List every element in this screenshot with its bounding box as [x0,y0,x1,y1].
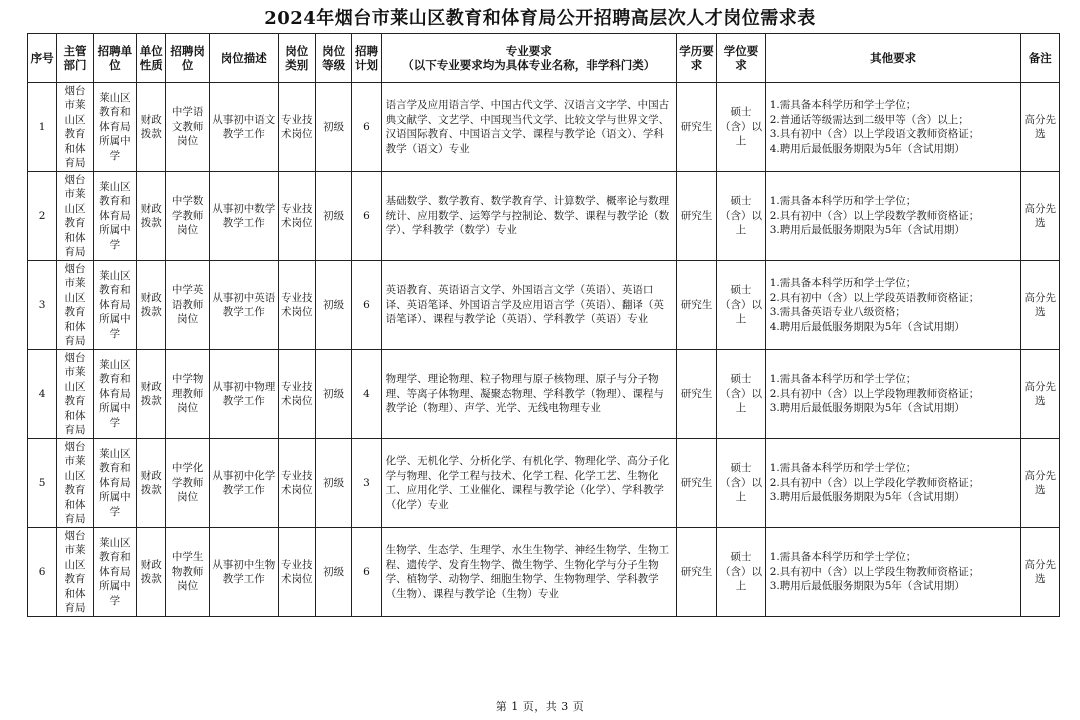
cell-dept: 烟台市莱山区教育和体育局 [57,350,93,439]
cell-nature: 财政拨款 [137,439,166,528]
header-level: 岗位等级 [315,34,351,83]
cell-level: 初级 [315,83,351,172]
other-requirement-line: 2.具有初中（含）以上学段生物教师资格证； [769,565,980,578]
cell-desc: 从事初中化学教学工作 [209,439,278,528]
cell-edu: 研究生 [676,439,716,528]
page-footer: 第 1 页，共 3 页 [495,700,585,713]
cell-post: 中学语文教师岗位 [166,83,209,172]
cell-post: 中学英语教师岗位 [166,261,209,350]
cell-seq: 1 [28,83,57,172]
cell-nature: 财政拨款 [137,261,166,350]
cell-edu: 研究生 [676,350,716,439]
other-requirement-line: 2.具有初中（含）以上学段数学教师资格证； [769,209,980,222]
cell-remark: 高分先选 [1021,350,1060,439]
header-unit: 招聘单位 [93,34,136,83]
cell-category: 专业技术岗位 [278,172,315,261]
cell-unit: 莱山区教育和体育局所属中学 [93,439,136,528]
header-major-subtitle: （以下专业要求均为具体专业名称，非学科门类） [402,58,656,72]
cell-major: 物理学、理论物理、粒子物理与原子核物理、原子与分子物理、等离子体物理、凝聚态物理、学科教学（物理）、课程与教学论（物理）、声学、光学、无线电物理专业 [381,350,676,439]
cell-desc: 从事初中语文教学工作 [209,83,278,172]
cell-plan: 3 [352,439,381,528]
cell-nature: 财政拨款 [137,83,166,172]
other-requirement-line: 1.需具备本科学历和学士学位； [769,99,917,111]
cell-dept: 烟台市莱山区教育和体育局 [57,261,93,350]
cell-degree: 硕士（含）以上 [717,350,766,439]
cell-degree: 硕士（含）以上 [717,439,766,528]
table-row [28,528,1060,617]
cell-desc: 从事初中生物教学工作 [209,528,278,617]
other-requirement-line: 2.具有初中（含）以上学段物理教师资格证； [769,387,980,400]
table-row [28,261,1060,350]
cell-unit: 莱山区教育和体育局所属中学 [93,528,136,617]
other-requirement-line: 3.聘用后最低服务期限为5年（含试用期） [769,580,965,593]
cell-degree: 硕士（含）以上 [717,172,766,261]
other-requirement-line: 1.需具备本科学历和学士学位； [769,462,917,475]
cell-post: 中学物理教师岗位 [166,350,209,439]
other-requirement-line: 2.具有初中（含）以上学段化学教师资格证； [769,476,980,489]
cell-plan: 6 [352,83,381,172]
table-row [28,172,1060,261]
cell-desc: 从事初中数学教学工作 [209,172,278,261]
cell-other [765,439,1021,528]
other-requirement-line: 2.具有初中（含）以上学段英语教师资格证； [769,291,980,304]
cell-remark: 高分先选 [1021,172,1060,261]
table-header-row [28,34,1060,83]
other-requirement-line: 3.具有初中（含）以上学段语文教师资格证； [769,128,980,140]
cell-seq: 4 [28,350,57,439]
table-row [28,83,1060,172]
other-requirement-line: 3.聘用后最低服务期限为5年（含试用期） [769,224,965,237]
header-major-title: 专业要求 [505,44,552,58]
header-seq: 序号 [28,34,57,83]
cell-dept: 烟台市莱山区教育和体育局 [57,528,93,617]
cell-category: 专业技术岗位 [278,528,315,617]
cell-plan: 4 [352,350,381,439]
cell-unit: 莱山区教育和体育局所属中学 [93,350,136,439]
cell-remark: 高分先选 [1021,261,1060,350]
cell-edu: 研究生 [676,261,716,350]
cell-level: 初级 [315,350,351,439]
cell-degree: 硕士（含）以上 [717,528,766,617]
cell-major: 基础数学、数学教育、数学教育学、计算数学、概率论与数理统计、应用数学、运筹学与控制论、数学、课程与教学论（数学）、学科教学（数学）专业 [381,172,676,261]
other-requirement-line: 4.聘用后最低服务期限为5年（含试用期） [769,320,965,333]
cell-level: 初级 [315,172,351,261]
other-requirement-line: 3.聘用后最低服务期限为5年（含试用期） [769,402,965,415]
header-edu: 学历要求 [676,34,716,83]
cell-other [765,350,1021,439]
cell-major: 语言学及应用语言学、中国古代文学、汉语言文字学、中国古典文献学、文艺学、中国现当代文学、比较文学与世界文学、汉语国际教育、中国语言文学、课程与教学论（语文）、学科教学（语文）专业 [381,83,676,172]
cell-remark: 高分先选 [1021,439,1060,528]
cell-dept: 烟台市莱山区教育和体育局 [57,439,93,528]
cell-plan: 6 [352,528,381,617]
cell-post: 中学生物教师岗位 [166,528,209,617]
cell-desc: 从事初中物理教学工作 [209,350,278,439]
cell-level: 初级 [315,261,351,350]
cell-other [765,83,1021,172]
cell-unit: 莱山区教育和体育局所属中学 [93,261,136,350]
cell-unit: 莱山区教育和体育局所属中学 [93,172,136,261]
table-row [28,350,1060,439]
cell-major: 英语教育、英语语言文学、外国语言文学（英语）、英语口译、英语笔译、外国语言学及应用语言学（英语）、翻译（英语笔译）、课程与教学论（英语）、学科教学（英语）专业 [381,261,676,350]
header-dept: 主管部门 [57,34,93,83]
cell-level: 初级 [315,528,351,617]
cell-category: 专业技术岗位 [278,83,315,172]
cell-other [765,172,1021,261]
header-nature: 单位性质 [137,34,166,83]
cell-nature: 财政拨款 [137,350,166,439]
header-cat: 岗位类别 [278,34,315,83]
other-requirement-line: 1.需具备本科学历和学士学位； [769,195,917,208]
other-requirement-line: 3.聘用后最低服务期限为5年（含试用期） [769,491,965,504]
cell-desc: 从事初中英语教学工作 [209,261,278,350]
cell-remark: 高分先选 [1021,528,1060,617]
table-row [28,439,1060,528]
cell-nature: 财政拨款 [137,172,166,261]
cell-post: 中学数学教师岗位 [166,172,209,261]
cell-nature: 财政拨款 [137,528,166,617]
cell-unit: 莱山区教育和体育局所属中学 [93,83,136,172]
cell-major: 生物学、生态学、生理学、水生生物学、神经生物学、生物工程、遗传学、发育生物学、微生物学、生物化学与分子生物学、植物学、动物学、细胞生物学、生物物理学、学科教学（生物）、课程与教学论（生物）专业 [381,528,676,617]
cell-seq: 6 [28,528,57,617]
cell-seq: 2 [28,172,57,261]
document-title: 2024年烟台市莱山区教育和体育局公开招聘高层次人才岗位需求表 [264,8,816,29]
cell-seq: 5 [28,439,57,528]
cell-major: 化学、无机化学、分析化学、有机化学、物理化学、高分子化学与物理、化学工程与技术、化学工程、化学工艺、生物化工、应用化学、工业催化、课程与教学论（化学）、学科教学（化学）专业 [381,439,676,528]
cell-remark: 高分先选 [1021,83,1060,172]
cell-edu: 研究生 [676,528,716,617]
cell-category: 专业技术岗位 [278,439,315,528]
header-remark: 备注 [1021,34,1060,83]
cell-dept: 烟台市莱山区教育和体育局 [57,172,93,261]
other-requirement-line: 1.需具备本科学历和学士学位； [769,551,917,564]
cell-plan: 6 [352,261,381,350]
header-desc: 岗位描述 [209,34,278,83]
cell-dept: 烟台市莱山区教育和体育局 [57,83,93,172]
header-post: 招聘岗位 [166,34,209,83]
header-other: 其他要求 [765,34,1021,83]
cell-degree: 硕士（含）以上 [717,261,766,350]
cell-seq: 3 [28,261,57,350]
other-requirement-line: 3.需具备英语专业八级资格； [769,306,906,318]
cell-edu: 研究生 [676,83,716,172]
header-major [381,34,676,83]
header-plan: 招聘计划 [352,34,381,83]
other-requirement-line: 1.需具备本科学历和学士学位； [769,277,917,289]
other-requirement-line: 1.需具备本科学历和学士学位； [769,373,917,386]
cell-degree: 硕士（含）以上 [717,83,766,172]
cell-edu: 研究生 [676,172,716,261]
cell-plan: 6 [352,172,381,261]
cell-category: 专业技术岗位 [278,350,315,439]
cell-post: 中学化学教师岗位 [166,439,209,528]
header-degree: 学位要求 [717,34,766,83]
cell-level: 初级 [315,439,351,528]
cell-category: 专业技术岗位 [278,261,315,350]
other-requirement-line: 2.普通话等级需达到二级甲等（含）以上； [769,113,969,126]
cell-other [765,261,1021,350]
cell-other [765,528,1021,617]
other-requirement-line: 4.聘用后最低服务期限为5年（含试用期） [769,142,965,155]
job-requirements-table [27,33,1060,617]
